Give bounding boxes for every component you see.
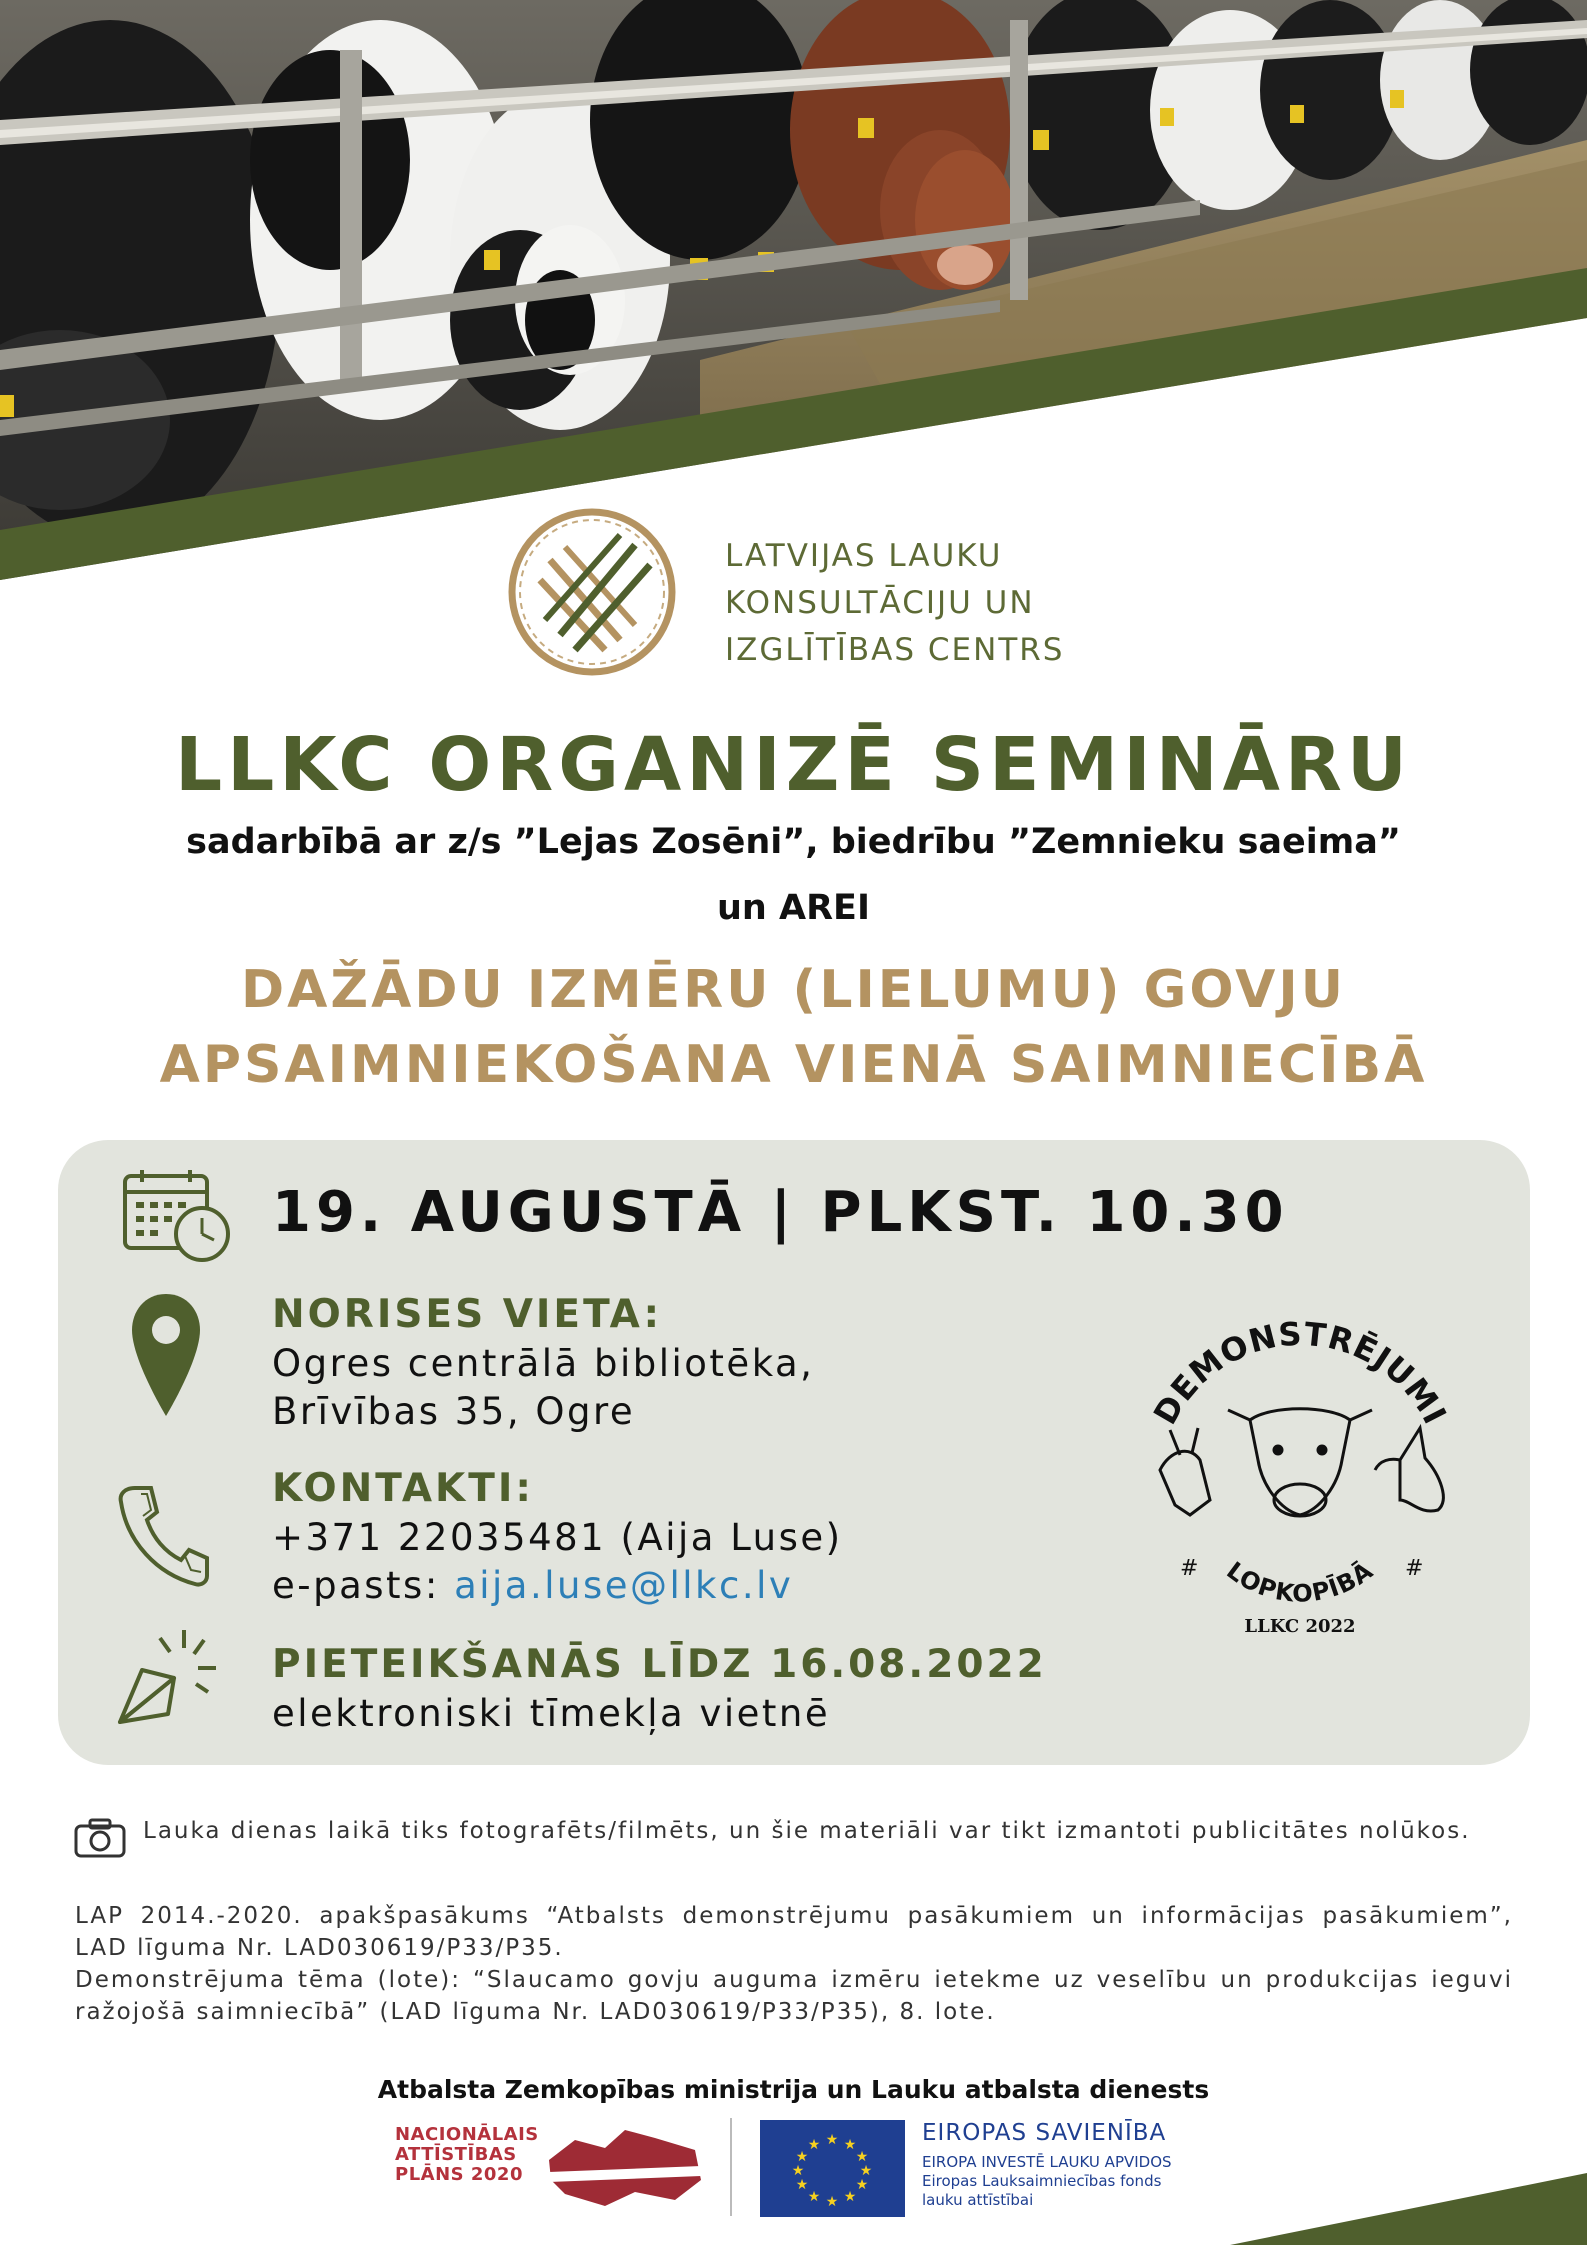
svg-text:★: ★ [843, 2189, 857, 2205]
venue-line-2: Brīvības 35, Ogre [272, 1390, 636, 1433]
email-link[interactable]: aija.luse@llkc.lv [454, 1564, 794, 1607]
svg-text:★: ★ [791, 2163, 805, 2179]
topic-line-1: DAŽĀDU IZMĒRU (LIELUMU) GOVJU [241, 960, 1346, 1020]
svg-text:#: # [1180, 1556, 1199, 1581]
contact-phone: +371 22035481 (Aija Luse) [272, 1516, 843, 1559]
svg-text:★: ★ [825, 2132, 839, 2148]
registration-label: PIETEIKŠANĀS LĪDZ 16.08.2022 [272, 1642, 1047, 1687]
subtitle-line-2: un AREI [717, 888, 870, 928]
eu-line-3: lauku attīstībai [922, 2191, 1034, 2209]
venue-line-1: Ogres centrālā bibliotēka, [272, 1342, 815, 1385]
logo-line-2: KONSULTĀCIJU UN [725, 585, 1035, 621]
logo-text [725, 533, 1064, 674]
fine-print-line-1: LAP 2014.-2020. apakšpasākums “Atbalsts demonstrējumu pasākumiem un informācijas pasākumiem”, LAD līguma Nr. LAD030619/P33/P35. [75, 1903, 1513, 1961]
venue-label: NORISES VIETA: [272, 1292, 663, 1337]
svg-text:DEMONSTRĒJUMI [1146, 1315, 1454, 1431]
subtitle-line-1: sadarbībā ar z/s ”Lejas Zosēni”, biedrību ”Zemnieku saeima” [186, 822, 1401, 862]
contact-email-row [272, 1564, 793, 1607]
eu-line-2: Eiropas Lauksaimniecības fonds [922, 2172, 1162, 2190]
location-pin-icon [128, 1290, 204, 1420]
svg-text:★: ★ [807, 2137, 821, 2153]
svg-text:★: ★ [855, 2177, 869, 2193]
logo-line-3: IZGLĪTĪBAS CENTRS [725, 632, 1065, 668]
svg-text:#: # [1405, 1556, 1424, 1581]
cursor-click-icon [112, 1622, 222, 1732]
badge-year: LLKC 2022 [1244, 1616, 1356, 1637]
topic-line-2: APSAIMNIEKOŠANA VIENĀ SAIMNIECĪBĀ [159, 1035, 1428, 1095]
registration-text: elektroniski tīmekļa vietnē [272, 1692, 831, 1735]
contacts-label: KONTAKTI: [272, 1466, 534, 1511]
page-title: LLKC ORGANIZĒ SEMINĀRU [174, 722, 1413, 808]
svg-text:★: ★ [825, 2194, 839, 2210]
fine-print [75, 1900, 1513, 2028]
llkc-logo [505, 505, 1085, 695]
svg-text:LOPKOPĪBĀ [1221, 1555, 1378, 1607]
svg-text:★: ★ [795, 2177, 809, 2193]
logo-line-1: LATVIJAS LAUKU [725, 538, 1003, 574]
svg-text:★: ★ [807, 2189, 821, 2205]
nap-line-3: PLĀNS 2020 [395, 2164, 523, 2185]
eu-line-1: EIROPA INVESTĒ LAUKU APVIDOS [922, 2153, 1172, 2171]
llkc-logo-emblem-icon [505, 505, 679, 679]
phone-icon [115, 1480, 210, 1590]
photo-notice: Lauka dienas laikā tiks fotografēts/filmēts, un šie materiāli var tikt izmantoti publicitātes nolūkos. [143, 1818, 1471, 1844]
animals-icon [1160, 1409, 1443, 1516]
svg-text:★: ★ [795, 2149, 809, 2165]
badge-top-text: DEMONSTRĒJUMI [1145, 1314, 1455, 1431]
support-text: Atbalsta Zemkopības ministrija un Lauku atbalsta dienests [377, 2075, 1210, 2104]
svg-text:★: ★ [859, 2163, 873, 2179]
nap-line-2: ATTĪSTĪBAS [395, 2144, 517, 2165]
badge-bottom-text: LOPKOPĪBĀ [1221, 1556, 1379, 1608]
demonstrejumi-badge [1120, 1310, 1480, 1660]
camera-icon [74, 1818, 126, 1858]
email-prefix: e-pasts: [272, 1564, 455, 1607]
nap-line-1: NACIONĀLAIS [395, 2124, 539, 2145]
footer-corner [0, 2165, 1587, 2245]
svg-text:★: ★ [843, 2137, 857, 2153]
event-datetime: 19. AUGUSTĀ | PLKST. 10.30 [272, 1180, 1289, 1245]
eu-title: EIROPAS SAVIENĪBA [922, 2120, 1167, 2146]
calendar-clock-icon [122, 1168, 232, 1264]
svg-text:★: ★ [855, 2149, 869, 2165]
fine-print-line-2: Demonstrējuma tēma (lote): “Slaucamo govju auguma izmēru ietekme uz veselību un produkcijas ieguvi ražojošā saimniecībā” (LAD līguma Nr. LAD030619/P33/P35), 8. lote. [75, 1967, 1513, 2025]
